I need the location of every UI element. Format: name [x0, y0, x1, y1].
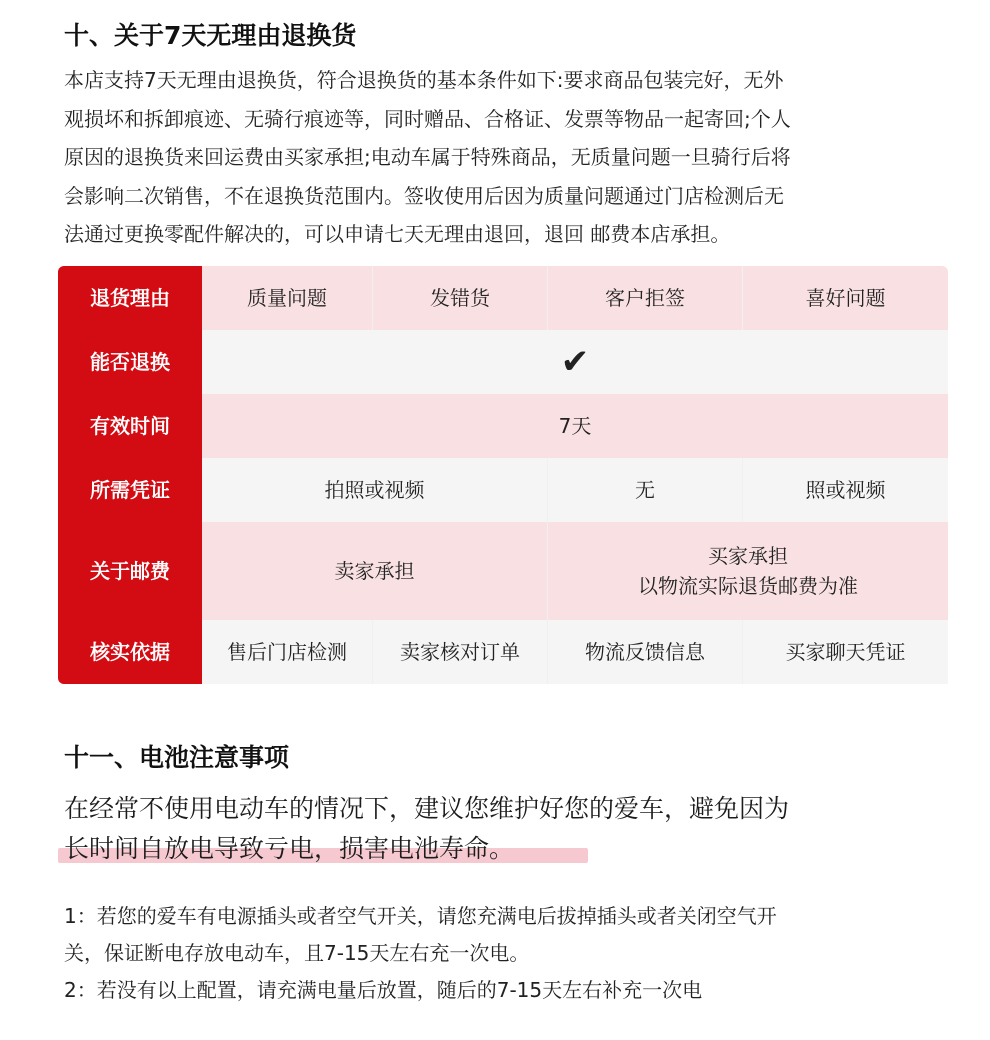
reason-preference: 喜好问题	[742, 266, 948, 330]
verify-logistics: 物流反馈信息	[547, 620, 742, 684]
tip-line: 1：若您的爱车有电源插头或者空气开关，请您充满电后拔掉插头或者关闭空气开	[64, 904, 777, 928]
label-verification: 核实依据	[58, 620, 202, 684]
return-policy-paragraph	[64, 61, 936, 254]
label-postage: 关于邮费	[58, 522, 202, 620]
paragraph-line: 法通过更换零配件解决的，可以申请七天无理由退回，退回 邮费本店承担。	[64, 222, 731, 246]
label-returnable: 能否退换	[58, 330, 202, 394]
verify-order-check: 卖家核对订单	[372, 620, 547, 684]
postage-buyer	[547, 522, 948, 620]
verify-chat-proof: 买家聊天凭证	[742, 620, 948, 684]
postage-seller: 卖家承担	[202, 522, 547, 620]
battery-warning-line2: 长时间自放电导致亏电，损害电池寿命。	[64, 834, 515, 863]
proof-photo-video: 拍照或视频	[202, 458, 547, 522]
tip-line: 关，保证断电存放电动车，且7-15天左右充一次电。	[64, 941, 530, 965]
postage-buyer-line2: 以物流实际退货邮费为准	[638, 574, 858, 598]
proof-none: 无	[547, 458, 742, 522]
proof-photo-video-2: 照或视频	[742, 458, 948, 522]
reason-wrong-item: 发错货	[372, 266, 547, 330]
returnable-value	[202, 330, 948, 394]
label-return-reason: 退货理由	[58, 266, 202, 330]
paragraph-line: 原因的退换货来回运费由买家承担;电动车属于特殊商品，无质量问题一旦骑行后将	[64, 145, 791, 169]
tip-line: 2：若没有以上配置，请充满电量后放置，随后的7-15天左右补充一次电	[64, 978, 703, 1002]
paragraph-line: 本店支持7天无理由退换货，符合退换货的基本条件如下:要求商品包装完好，无外	[64, 68, 784, 92]
label-required-proof: 所需凭证	[58, 458, 202, 522]
verify-store-check: 售后门店检测	[202, 620, 372, 684]
label-valid-time: 有效时间	[58, 394, 202, 458]
battery-tip-2	[64, 972, 944, 1009]
checkmark-icon: ✔	[560, 342, 590, 382]
battery-warning-line1: 在经常不使用电动车的情况下，建议您维护好您的爱车，避免因为	[64, 794, 790, 823]
valid-time-value: 7天	[202, 394, 948, 458]
section-10-title: 十、关于7天无理由退换货	[64, 21, 357, 50]
paragraph-line: 观损坏和拆卸痕迹、无骑行痕迹等，同时赠品、合格证、发票等物品一起寄回;个人	[64, 106, 791, 131]
paragraph-line: 会影响二次销售，不在退换货范围内。签收使用后因为质量问题通过门店检测后无	[64, 183, 784, 208]
postage-buyer-line1: 买家承担	[708, 544, 788, 568]
section-11-title: 十一、电池注意事项	[64, 743, 290, 772]
return-policy-table	[58, 266, 948, 684]
battery-tip-1	[64, 898, 944, 972]
reason-quality: 质量问题	[202, 266, 372, 330]
reason-customer-reject: 客户拒签	[547, 266, 742, 330]
